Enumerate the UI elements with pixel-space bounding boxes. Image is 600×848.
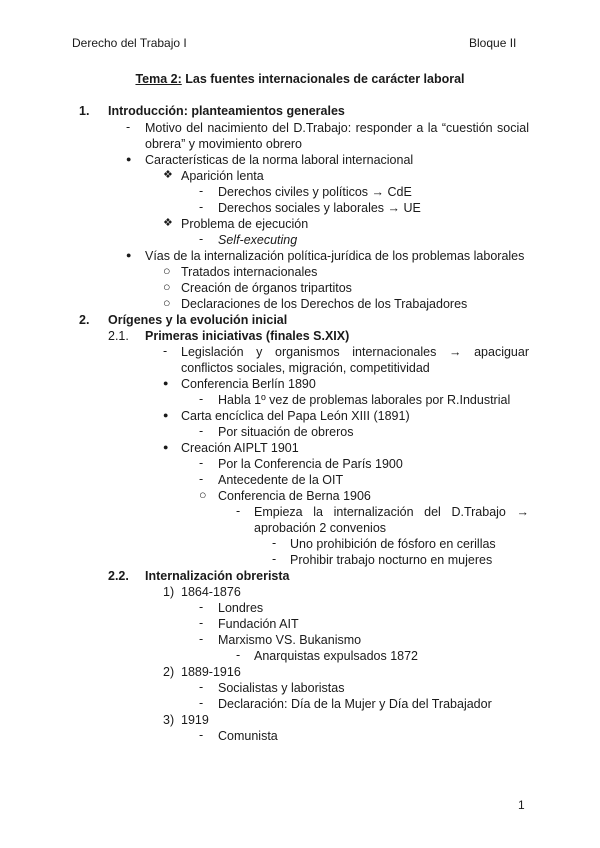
dash-marker: - <box>199 232 204 246</box>
subsection-2-2-heading: Internalización obrerista <box>145 569 290 583</box>
dash-marker: - <box>199 616 204 630</box>
derechos-civiles-item: Derechos civiles y políticos → CdE <box>218 185 412 199</box>
dash-marker: - <box>272 552 277 566</box>
socialistas-item: Socialistas y laboristas <box>218 681 345 695</box>
bullet-marker: ● <box>163 410 169 420</box>
dash-marker: - <box>199 184 204 198</box>
section-2-number: 2. <box>79 313 90 327</box>
dash-marker: - <box>199 696 204 710</box>
subsection-2-1-heading: Primeras iniciativas (finales S.XIX) <box>145 329 350 343</box>
dash-marker: - <box>126 120 131 134</box>
carta-item: Carta encíclica del Papa León XIII (1891) <box>181 409 410 423</box>
title-text: Las fuentes internacionales de carácter laboral <box>181 72 465 86</box>
aiplt-item: Creación AIPLT 1901 <box>181 441 299 455</box>
declaracion-item: Declaración: Día de la Mujer y Día del Trabajador <box>218 697 492 711</box>
header-course: Derecho del Trabajo I <box>72 36 187 50</box>
page-number: 1 <box>518 798 525 812</box>
londres-item: Londres <box>218 601 264 615</box>
section-2-heading: Orígenes y la evolución inicial <box>108 313 288 327</box>
declaraciones-item: Declaraciones de los Derechos de los Trabajadores <box>181 297 468 311</box>
dash-marker: - <box>199 680 204 694</box>
header-block: Bloque II <box>469 36 517 50</box>
habla-item: Habla 1º vez de problemas laborales por R.Industrial <box>218 393 511 407</box>
dash-marker: - <box>236 504 241 518</box>
berlin-item: Conferencia Berlín 1890 <box>181 377 316 391</box>
dash-marker: - <box>199 472 204 486</box>
legislacion-line-2: conflictos sociales, migración, competitividad <box>181 361 430 375</box>
diamond-marker: ❖ <box>163 169 173 181</box>
problema-item: Problema de ejecución <box>181 217 309 231</box>
fosforo-item: Uno prohibición de fósforo en cerillas <box>290 537 496 551</box>
motivo-line-2: obrera” y movimiento obrero <box>145 137 303 151</box>
legislacion-line-1: Legislación y organismos internacionales → apaciguar <box>181 345 529 359</box>
antecedente-item: Antecedente de la OIT <box>218 473 344 487</box>
anarquistas-item: Anarquistas expulsados 1872 <box>254 649 419 663</box>
bullet-marker: ● <box>163 378 169 388</box>
section-1-number: 1. <box>79 104 90 118</box>
nocturno-item: Prohibir trabajo nocturno en mujeres <box>290 553 493 567</box>
title-prefix: Tema 2: <box>135 72 182 86</box>
marxismo-item: Marxismo VS. Bukanismo <box>218 633 362 647</box>
circle-marker: ○ <box>163 264 171 278</box>
creacion-organos-item: Creación de órganos tripartitos <box>181 281 352 295</box>
dash-marker: - <box>199 600 204 614</box>
period-3-number: 3) <box>163 713 175 727</box>
dash-marker: - <box>199 728 204 742</box>
diamond-marker: ❖ <box>163 217 173 229</box>
tratados-item: Tratados internacionales <box>181 265 318 279</box>
bullet-marker: ● <box>126 250 132 260</box>
motivo-line-1: Motivo del nacimiento del D.Trabajo: responder a la “cuestión social <box>145 121 529 135</box>
circle-marker: ○ <box>199 488 207 502</box>
period-1-number: 1) <box>163 585 175 599</box>
dash-marker: - <box>163 344 168 358</box>
berna-item: Conferencia de Berna 1906 <box>218 489 371 503</box>
dash-marker: - <box>199 632 204 646</box>
period-1-item: 1864-1876 <box>181 585 241 599</box>
dash-marker: - <box>199 424 204 438</box>
document-title <box>0 72 600 86</box>
period-2-item: 1889-1916 <box>181 665 241 679</box>
dash-marker: - <box>199 392 204 406</box>
bullet-marker: ● <box>163 442 169 452</box>
vias-item: Vías de la internalización política-jurídica de los problemas laborales <box>145 249 525 263</box>
dash-marker: - <box>199 200 204 214</box>
self-executing-item: Self-executing <box>218 233 298 247</box>
comunista-item: Comunista <box>218 729 278 743</box>
derechos-sociales-item: Derechos sociales y laborales → UE <box>218 201 421 215</box>
empieza-line-1: Empieza la internalización del D.Trabajo → <box>254 505 529 519</box>
dash-marker: - <box>272 536 277 550</box>
caracteristicas-item: Características de la norma laboral internacional <box>145 153 414 167</box>
aparicion-item: Aparición lenta <box>181 169 264 183</box>
bullet-marker: ● <box>126 154 132 164</box>
section-1-heading: Introducción: planteamientos generales <box>108 104 345 118</box>
paris-item: Por la Conferencia de París 1900 <box>218 457 403 471</box>
dash-marker: - <box>236 648 241 662</box>
subsection-2-2-number: 2.2. <box>108 569 129 583</box>
period-2-number: 2) <box>163 665 175 679</box>
ait-item: Fundación AIT <box>218 617 299 631</box>
circle-marker: ○ <box>163 296 171 310</box>
situacion-item: Por situación de obreros <box>218 425 354 439</box>
subsection-2-1-number: 2.1. <box>108 329 129 343</box>
dash-marker: - <box>199 456 204 470</box>
empieza-line-2: aprobación 2 convenios <box>254 521 387 535</box>
period-3-item: 1919 <box>181 713 209 727</box>
circle-marker: ○ <box>163 280 171 294</box>
